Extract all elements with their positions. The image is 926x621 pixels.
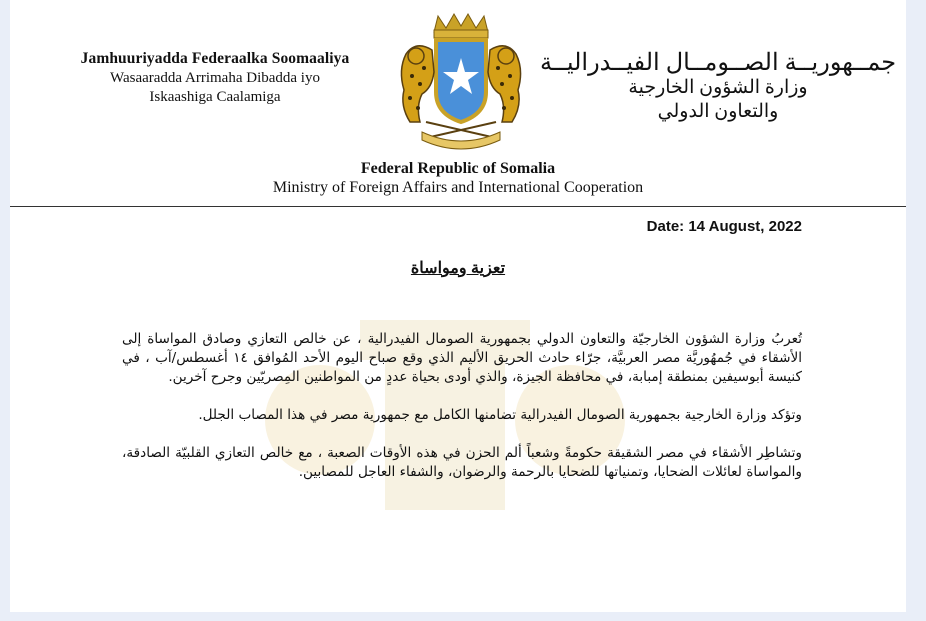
letter-page	[10, 0, 906, 612]
somali-ministry-line1: Wasaaradda Arrimaha Dibadda iyo	[110, 70, 320, 86]
letter-body	[122, 330, 802, 501]
paragraph-1: تُعربُ وزارة الشؤون الخارجيّة والتعاون الدولي بجمهورية الصومال الفيدرالية ، عن خالص التعازي وصادق المواساة إلى الأشقاء في جُمهُوريَّة مصر العربيَّة، جرّاء حادث الحريق الأليم الذي وقع صباح اليوم الأحد المُوافق ١٤ أغسطس/آب ، في كنيسة أبوسيفين بمنطقة إمبابة، في محافظة الجيزة، والذي أودى بحياة عددٍ من المواطنين المِصريّين وجرح آخرين.	[122, 331, 802, 385]
arabic-ministry-line2: والتعاون الدولي	[657, 101, 779, 122]
letter-title: تعزية ومواساة	[410, 260, 506, 277]
somalia-coat-of-arms-icon	[386, 10, 536, 160]
header-divider	[10, 206, 906, 207]
arabic-title: جمــهوريــة الصــومــال الفيــدراليــة	[539, 50, 897, 76]
letter-date: Date: 14 August, 2022	[646, 218, 802, 235]
header-english	[10, 160, 906, 197]
paragraph-2: وتؤكد وزارة الخارجية بجمهورية الصومال الفيدرالية تضامنها الكامل مع جمهورية مصر في هذا المصاب الجلل.	[198, 407, 802, 423]
english-ministry: Ministry of Foreign Affairs and International Cooperation	[272, 179, 644, 196]
somali-ministry-line2: Iskaashiga Caalamiga	[149, 89, 281, 105]
paragraph-3: وتشاطِر الأشقاء في مصر الشقيقة حكومةً وشعباً ألم الحزن في هذه الأوقات الصعبة ، مع خالص التعازي القلبيّة الصادقة، والمواساة لعائلات الضحايا، وتمنياتها للضحايا بالرحمة والرضوان، والشفاء العاجل للمصابين.	[122, 445, 802, 480]
header-somali	[50, 50, 380, 106]
header-arabic	[538, 50, 898, 124]
english-title: Federal Republic of Somalia	[360, 160, 556, 177]
somali-title: Jamhuuriyadda Federaalka Soomaaliya	[80, 50, 350, 67]
arabic-ministry-line1: وزارة الشؤون الخارجية	[628, 77, 808, 98]
